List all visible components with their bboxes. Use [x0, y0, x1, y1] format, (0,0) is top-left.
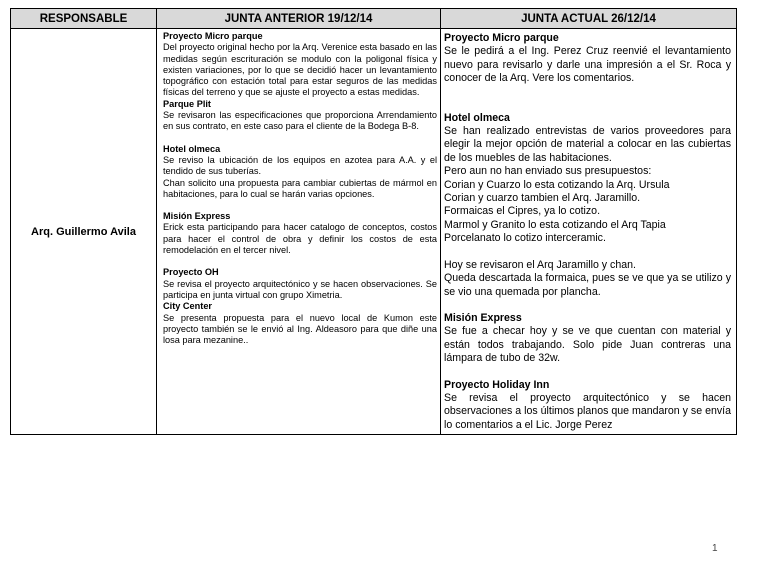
section-text: Se han realizado entrevistas de varios proveedores para elegir la mejor opción de material a colocar en las cubiertas de los muebles de las habitaciones. — [444, 125, 731, 164]
section-text: Se revisa el proyecto arquitectónico y se hacen observaciones a los últimos planos que mandaron y se envía lo comentarios a el Lic. Jorge Perez — [444, 391, 731, 431]
responsable-name: Arq. Guillermo Avila — [11, 29, 157, 435]
curr-section-olmeca-followup — [444, 259, 731, 299]
section-text: Erick esta participando para hacer catalogo de conceptos, costos para hacer el control de obra y definir los costos de esta remodelación en el tercer nivel. — [163, 222, 437, 256]
table-row — [11, 29, 737, 435]
quote-line: Porcelanato lo cotizo interceramic. — [444, 232, 606, 245]
header-current-meeting: JUNTA ACTUAL 26/12/14 — [441, 9, 737, 29]
section-title: Misión Express — [163, 211, 231, 222]
section-text: Se presenta propuesta para el nuevo local de Kumon este proyecto también se le envió al Ing. Aldeasoro para que diñe una losa para mezanine.. — [163, 312, 437, 346]
page-number: 1 — [712, 543, 718, 554]
section-text: Del proyecto original hecho por la Arq. Verenice esta basado en las medidas según escrituración se modulo con la poligonal física y existen variaciones, por lo que se decidió hacer un levantamiento topográfico con estación total para estar seguros de las medidas físicas del terreno y que se ajuste el proyecto a estas medidas. — [163, 42, 437, 98]
quote-line: Corian y Cuarzo lo esta cotizando la Arq. Ursula — [444, 178, 670, 191]
prev-section-city-center — [163, 301, 437, 346]
section-title: Misión Express — [444, 311, 522, 324]
section-text: Chan solicito una propuesta para cambiar cubiertas de mármol en habitaciones, para lo cual se harán varias opciones. — [163, 177, 437, 199]
prev-section-hotel-olmeca — [163, 144, 437, 200]
curr-section-holiday-inn — [444, 379, 731, 433]
curr-section-micro-parque — [444, 32, 731, 86]
quote-line: Corian y cuarzo tambien el Arq. Jaramillo. — [444, 192, 641, 205]
section-title: Proyecto OH — [163, 267, 219, 278]
header-responsable: RESPONSABLE — [11, 9, 157, 29]
section-title: Proyecto Holiday Inn — [444, 378, 550, 391]
previous-meeting-cell — [157, 29, 441, 435]
current-meeting-cell — [441, 29, 737, 435]
prev-section-micro-parque — [163, 31, 437, 99]
section-text: Se le pedirá a el Ing. Perez Cruz reenvié el levantamiento nuevo para revisarlo y darle una impresión a el Sr. Roca y conocer de la Arq. Vere los comentarios. — [444, 45, 731, 85]
section-text: Se reviso la ubicación de los equipos en azotea para A.A. y el tendido de sus tuberías. — [163, 154, 437, 177]
quote-line: Marmol y Granito lo esta cotizando el Arq Tapia — [444, 218, 666, 231]
section-text: Se revisaron las especificaciones que proporciona Arrendamiento en sus contrato, en este caso para el cliente de la Bodega B-8. — [163, 110, 437, 132]
curr-section-mision-express — [444, 312, 731, 366]
meeting-minutes-table — [10, 8, 737, 435]
prev-section-mision-express — [163, 211, 437, 256]
section-text: Se fue a checar hoy y se ve que cuentan con material y están todos trabajando. Solo pide Juan contreras una lámpara de tubo de 32w. — [444, 325, 731, 365]
section-title: Proyecto Micro parque — [444, 32, 559, 44]
section-title: Proyecto Micro parque — [163, 31, 263, 41]
quote-line: Formaicas el Cipres, ya lo cotizo. — [444, 205, 601, 218]
section-title: Hotel olmeca — [444, 111, 510, 124]
prev-section-parque-plit — [163, 99, 437, 133]
section-title: Parque Plit — [163, 98, 211, 109]
section-text: Hoy se revisaron el Arq Jaramillo y chan. — [444, 258, 636, 271]
section-text: Pero aun no han enviado sus presupuestos: — [444, 165, 652, 178]
prev-section-proyecto-oh — [163, 267, 437, 301]
section-title: Hotel olmeca — [163, 143, 221, 154]
section-text: Queda descartada la formaica, pues se ve que ya se utilizo y se vio una quemada por plancha. — [444, 272, 731, 298]
section-title: City Center — [163, 301, 213, 312]
section-text: Se revisa el proyecto arquitectónico y se hacen observaciones. Se participa en junta virtual con grupo Ximetria. — [163, 278, 437, 300]
curr-section-hotel-olmeca — [444, 112, 731, 246]
header-row — [11, 9, 737, 29]
header-previous-meeting: JUNTA ANTERIOR 19/12/14 — [157, 9, 441, 29]
